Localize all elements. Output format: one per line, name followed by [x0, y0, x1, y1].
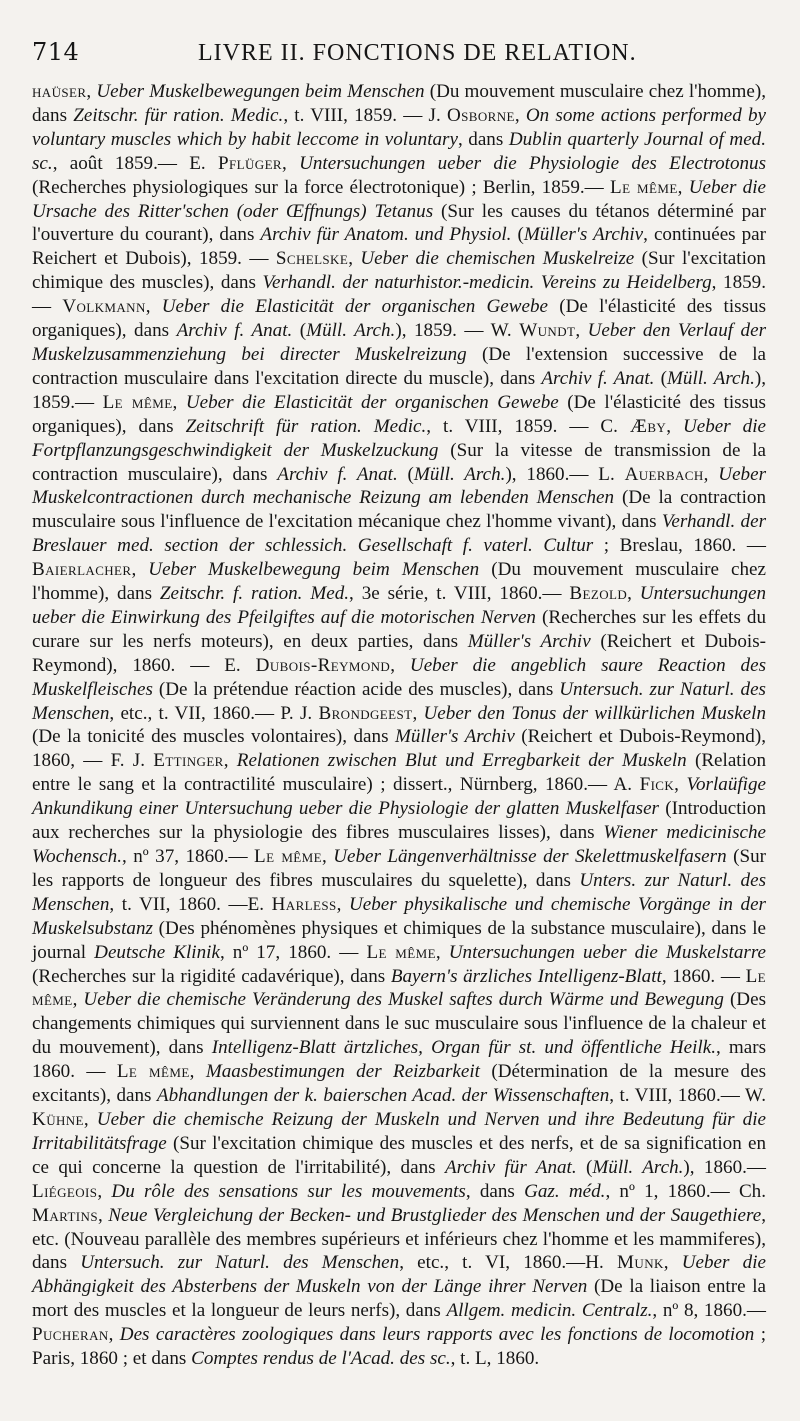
italic-title: Ueber die Elasticität der organischen Gewebe — [161, 296, 549, 318]
author-name: Le même — [102, 391, 173, 413]
italic-title: Relationen zwischen Blut und Erregbarkeit der Muskeln — [236, 750, 687, 772]
italic-title: Untersuchungen ueber die Physiologie des Electrotonus — [299, 152, 767, 174]
body-text-run: (Recherches physiologiques sur la force électrotonique) ; Berlin, 1859.— — [32, 176, 610, 198]
body-text-run: (De l'extension successive de la contraction musculaire dans l'excitation directe du muscle), dans — [32, 343, 766, 389]
body-text-run: (Sur les causes du tétanos déterminé par l'ouverture du courant), dans — [32, 200, 767, 246]
body-text-run: , — [321, 846, 334, 867]
body-text-run: , nº 37, 1860.— — [121, 846, 255, 867]
author-name: Bezold — [569, 583, 628, 605]
body-text-run: (Des changements chimiques qui surviennent dans le suc musculaire sous l'influence de la chaleur et du mouvement), dans — [32, 989, 766, 1059]
body-text-run: (Des phénomènes physiques et chimiques de la substance musculaire), dans le journal — [32, 917, 766, 963]
body-text-run: (De la prétendue réaction acide des muscles), dans — [152, 678, 560, 700]
body-text-run: , t. VIII, 1859. — C. — [426, 415, 630, 437]
body-text-run: (Recherches sur les effets du curare sur les nerfs moteurs), en deux parties, dans — [32, 606, 766, 652]
body-text-run: , nº 1, 1860.— Ch. — [605, 1180, 766, 1202]
body-text-run: (Introduction aux recherches sur la physiologie des fibres musculaires lisses), dans — [32, 798, 766, 844]
body-text-run: , — [97, 1180, 112, 1202]
body-text-run: , t. VIII, 1860.— W. — [609, 1085, 766, 1107]
italic-title: Untersuch. zur Naturl. des Menschen — [32, 678, 766, 724]
body-text-run: , t. VIII, 1859. — J. — [283, 104, 447, 126]
italic-title: Ueber physikalische und chemische Vorgänge in der Muskelsubstanz — [32, 893, 766, 939]
body-text-run: ( — [397, 463, 414, 485]
body-text-run: ), 1859. — W. — [395, 320, 520, 342]
body-text-run: , — [412, 702, 424, 724]
body-text-run: (Sur la vitesse de transmission de la contraction musculaire), dans — [32, 439, 767, 485]
body-text-run: (Détermination de la mesure des excitants), dans — [32, 1061, 767, 1107]
body-text-run: (Reichert et Dubois-Reymond), 1860. — E. — [32, 630, 766, 676]
italic-title: Maasbestimungen der Reizbarkeit — [205, 1061, 480, 1083]
body-text-run: , — [703, 463, 719, 485]
author-name: Le même — [116, 1061, 190, 1083]
author-name: Le même — [32, 965, 766, 1011]
italic-title: Wiener medicinische Wochensch. — [32, 822, 767, 867]
body-text-run: (Relation entre le sang et la contractilité musculaire) ; dissert., Nürnberg, 1860.— A. — [32, 750, 767, 796]
author-name: Ettinger — [153, 750, 224, 772]
italic-title: Comptes rendus de l'Acad. des sc. — [191, 1348, 451, 1370]
italic-title: Zeitschrift für ration. Medic. — [185, 415, 427, 437]
body-text-run: , nº 17, 1860. — — [219, 941, 367, 963]
bibliography-paragraph — [32, 80, 766, 1371]
body-text-run: , t. VII, 1860. —E. — [109, 893, 272, 915]
author-name: Schelske — [275, 248, 349, 270]
italic-title: Müll. Arch. — [592, 1156, 684, 1178]
italic-title: Ueber die chemische Reizung der Muskeln und Nerven und ihre Bedeutung für die Irritabilitätsfrage — [32, 1108, 767, 1154]
body-text-run: , — [336, 893, 349, 915]
body-text-run: ( — [292, 320, 307, 342]
body-text-run: ), 1860.— — [683, 1156, 766, 1178]
body-text-run: (Reichert et Dubois-Reymond), 1860, — F. J. — [32, 726, 766, 772]
italic-title: Müll. Arch. — [413, 463, 506, 485]
body-text-run: , — [83, 1108, 97, 1130]
body-text-run: , — [172, 391, 186, 413]
italic-title: On some actions performed by voluntary muscles which by habit leccome in voluntary — [32, 104, 766, 150]
italic-title: Archiv f. Anat. — [277, 463, 398, 485]
author-name: Baierlacher — [32, 559, 132, 581]
italic-title: Deutsche Klinik — [94, 941, 220, 963]
italic-title: Ueber die angeblich saure Reaction des Muskelfleisches — [32, 654, 767, 700]
italic-title: Verhandl. der naturhistor.-medicin. Vereins zu Heidelberg — [262, 272, 712, 294]
body-text-run: (Du mouvement musculaire chez l'homme), dans — [32, 559, 767, 605]
italic-title: Ueber Längenverhältnisse der Skelettmuskelfasern — [333, 846, 727, 867]
body-text-run: ), 1860.— L. — [505, 463, 625, 485]
body-text-run: ; Paris, 1860 ; et dans — [32, 1324, 767, 1370]
italic-title: Archiv f. Anat. — [541, 367, 655, 389]
italic-title: Archiv f. Anat. — [176, 320, 293, 342]
author-name: Osborne — [446, 104, 515, 126]
body-text-run: , 3e série, t. VIII, 1860.— — [349, 583, 570, 605]
body-text-run: , — [97, 1204, 109, 1226]
italic-title: Allgem. medicin. Centralz. — [446, 1300, 653, 1322]
author-name: Pucheran — [32, 1324, 109, 1346]
body-text-run: , nº 8, 1860.— — [652, 1300, 766, 1322]
author-name: Le même — [610, 176, 678, 198]
body-text-run: ( — [576, 1156, 593, 1178]
body-text-run: (De la liaison entre la mort des muscles et la longueur de leurs nerfs), dans — [32, 1276, 766, 1322]
author-name: Wundt — [519, 320, 576, 342]
italic-title: Zeitschr. f. ration. Med. — [159, 583, 350, 605]
body-text-run: , etc. (Nouveau parallèle des membres supérieurs et inférieurs chez l'homme et les mammiferes), dans — [32, 1204, 766, 1274]
italic-title: Intelligenz-Blatt ärtzliches, Organ für st. und öffentliche Heilk. — [211, 1037, 716, 1059]
author-name: Liégeois — [32, 1180, 98, 1202]
author-name: Martins — [32, 1204, 98, 1226]
italic-title: Ueber Muskelcontractionen durch mechanische Reizung am lebenden Menschen — [32, 463, 766, 509]
body-text-run: , — [663, 1252, 682, 1274]
body-text-run: , dans — [465, 1180, 525, 1202]
italic-title: Untersuch. zur Naturl. des Menschen — [80, 1252, 400, 1274]
page-number: 714 — [32, 38, 80, 66]
body-text-run: , — [223, 750, 237, 772]
body-text-run: , — [666, 415, 683, 437]
author-name: haüser — [32, 81, 87, 102]
body-text-run: , — [575, 320, 588, 342]
body-text-run: , — [282, 152, 300, 174]
body-text-run: , — [674, 774, 687, 796]
italic-title: Ueber die Ursache des Ritter'schen (oder Œffnungs) Tetanus — [32, 176, 766, 222]
body-text-run: , etc., t. VII, 1860.— P. J. — [109, 702, 319, 724]
author-name: Æby — [629, 415, 667, 437]
body-text-run: , — [677, 176, 689, 198]
italic-title: Müll. Arch. — [306, 320, 396, 342]
body-text-run: (Sur les rapports de longueur des fibres musculaires du squelette), dans — [32, 846, 766, 891]
italic-title: Unters. zur Naturl. des Menschen — [32, 869, 766, 915]
author-name: Pflüger — [218, 152, 282, 174]
author-name: Auerbach — [624, 463, 704, 485]
body-text-run: , — [435, 941, 449, 963]
author-name: Dubois-Reymond — [255, 654, 391, 676]
body-text-run: , mars 1860. — — [32, 1037, 766, 1083]
body-text-run: , — [131, 559, 149, 581]
body-text-run: , t. L, 1860. — [450, 1348, 540, 1370]
body-text-run: , — [348, 248, 361, 270]
body-text-run: (Du mouvement musculaire chez l'homme), dans — [32, 81, 766, 126]
body-text-run: , — [189, 1061, 206, 1083]
italic-title: Gaz. méd. — [524, 1180, 606, 1202]
italic-title: Des caractères zoologiques dans leurs rapports avec les fonctions de locomotion — [119, 1324, 755, 1346]
body-text-run: , continuées par Reichert et Dubois), 1859. — — [32, 224, 766, 270]
body-text-run: , — [108, 1324, 120, 1346]
italic-title: Müll. Arch. — [667, 367, 755, 389]
italic-title: Müller's Archiv — [467, 630, 591, 652]
italic-title: Ueber Muskelbewegung beim Menschen — [148, 559, 480, 581]
author-name: Le même — [366, 941, 436, 963]
italic-title: Ueber den Verlauf der Muskelzusammenziehung bei directer Muskelreizung — [32, 320, 766, 365]
author-name: Kühne — [32, 1108, 84, 1130]
body-text-run: (De la tonicité des muscles volontaires), dans — [32, 726, 395, 748]
italic-title: Archiv für Anatom. und Physiol. — [260, 224, 512, 246]
italic-title: Neue Vergleichung der Becken- und Brustglieder des Menschen und der Saugethiere — [108, 1204, 762, 1226]
author-name: Brondgeest — [318, 702, 413, 724]
body-text-run: (De l'élasticité des tissus organiques), dans — [32, 391, 766, 437]
body-text-run: , — [86, 81, 97, 102]
body-text-run: ; Breslau, 1860. — — [593, 535, 766, 557]
author-name: Volkmann — [62, 296, 146, 318]
author-name: Le même — [254, 846, 322, 867]
author-name: Fick — [639, 774, 675, 796]
body-text-run: , — [390, 654, 410, 676]
italic-title: Ueber die chemischen Muskelreize — [360, 248, 635, 270]
body-text-run: (Sur l'excitation chimique des muscles), dans — [32, 248, 766, 294]
body-text-run: , — [72, 989, 84, 1011]
body-text-run: , 1860. — — [661, 965, 746, 987]
italic-title: Archiv für Anat. — [444, 1156, 577, 1178]
body-text-run: (De la contraction musculaire sous l'influence de l'excitation mécanique chez l'homme vivant), dans — [32, 487, 766, 533]
body-text-run: , — [627, 583, 640, 605]
italic-title: Dublin quarterly Journal of med. sc. — [32, 128, 766, 174]
italic-title: Verhandl. der Breslauer med. section der schlessich. Gesellschaft f. vaterl. Cultur — [32, 511, 766, 557]
author-name: Harless — [271, 893, 337, 915]
body-text-run: (Sur l'excitation chimique des muscles et des nerfs, et de sa signification en ce qui concerne la question de l'irritabilité), dans — [32, 1132, 766, 1178]
body-text-run: (De l'élasticité des tissus organiques), dans — [32, 296, 767, 342]
italic-title: Ueber die chemische Veränderung des Muskel saftes durch Wärme und Bewegung — [83, 989, 724, 1011]
italic-title: Ueber die Elasticität der organischen Gewebe — [185, 391, 559, 413]
italic-title: Vorlaüfige Ankundikung einer Untersuchung ueber die Physiologie der glatten Muskelfaser — [32, 774, 766, 820]
body-text-run: , etc., t. VI, 1860.—H. — [399, 1252, 618, 1274]
italic-title: Ueber Muskelbewegungen beim Menschen — [96, 81, 425, 102]
body-text-run: ), 1859.— — [32, 367, 766, 413]
italic-title: Untersuchungen ueber die Einwirkung des Pfeilgiftes auf die motorischen Nerven — [32, 583, 766, 628]
body-text-run: ( — [654, 367, 667, 389]
body-text-run: , août 1859.— E. — [52, 152, 219, 174]
body-text-run: ( — [511, 224, 524, 246]
italic-title: Müller's Archiv — [523, 224, 644, 246]
italic-title: Bayern's ärzliches Intelligenz-Blatt — [390, 965, 662, 987]
italic-title: Abhandlungen der k. baierschen Acad. der Wissenschaften — [156, 1085, 610, 1107]
body-text-run: (Recherches sur la rigidité cadavérique), dans — [32, 965, 391, 987]
italic-title: Du rôle des sensations sur les mouvements — [111, 1180, 466, 1202]
italic-title: Zeitschr. für ration. Medic. — [73, 104, 284, 126]
body-text-run: , — [514, 104, 526, 126]
italic-title: Untersuchungen ueber die Muskelstarre — [448, 941, 767, 963]
running-head: LIVRE II. FONCTIONS DE RELATION. — [198, 40, 637, 66]
italic-title: Ueber die Fortpflanzungsgeschwindigkeit der Muskelzuckung — [32, 415, 766, 461]
italic-title: Ueber die Abhängigkeit des Absterbens der Muskeln von der Länge ihrer Nerven — [32, 1252, 766, 1298]
italic-title: Ueber den Tonus der willkürlichen Muskeln — [423, 702, 766, 724]
author-name: Munk — [617, 1252, 664, 1274]
italic-title: Müller's Archiv — [395, 726, 515, 748]
body-text-run: , — [145, 296, 162, 318]
body-text-run: , dans — [457, 128, 509, 150]
body-text-run: , 1859. — — [32, 272, 766, 318]
page-header — [32, 38, 766, 78]
